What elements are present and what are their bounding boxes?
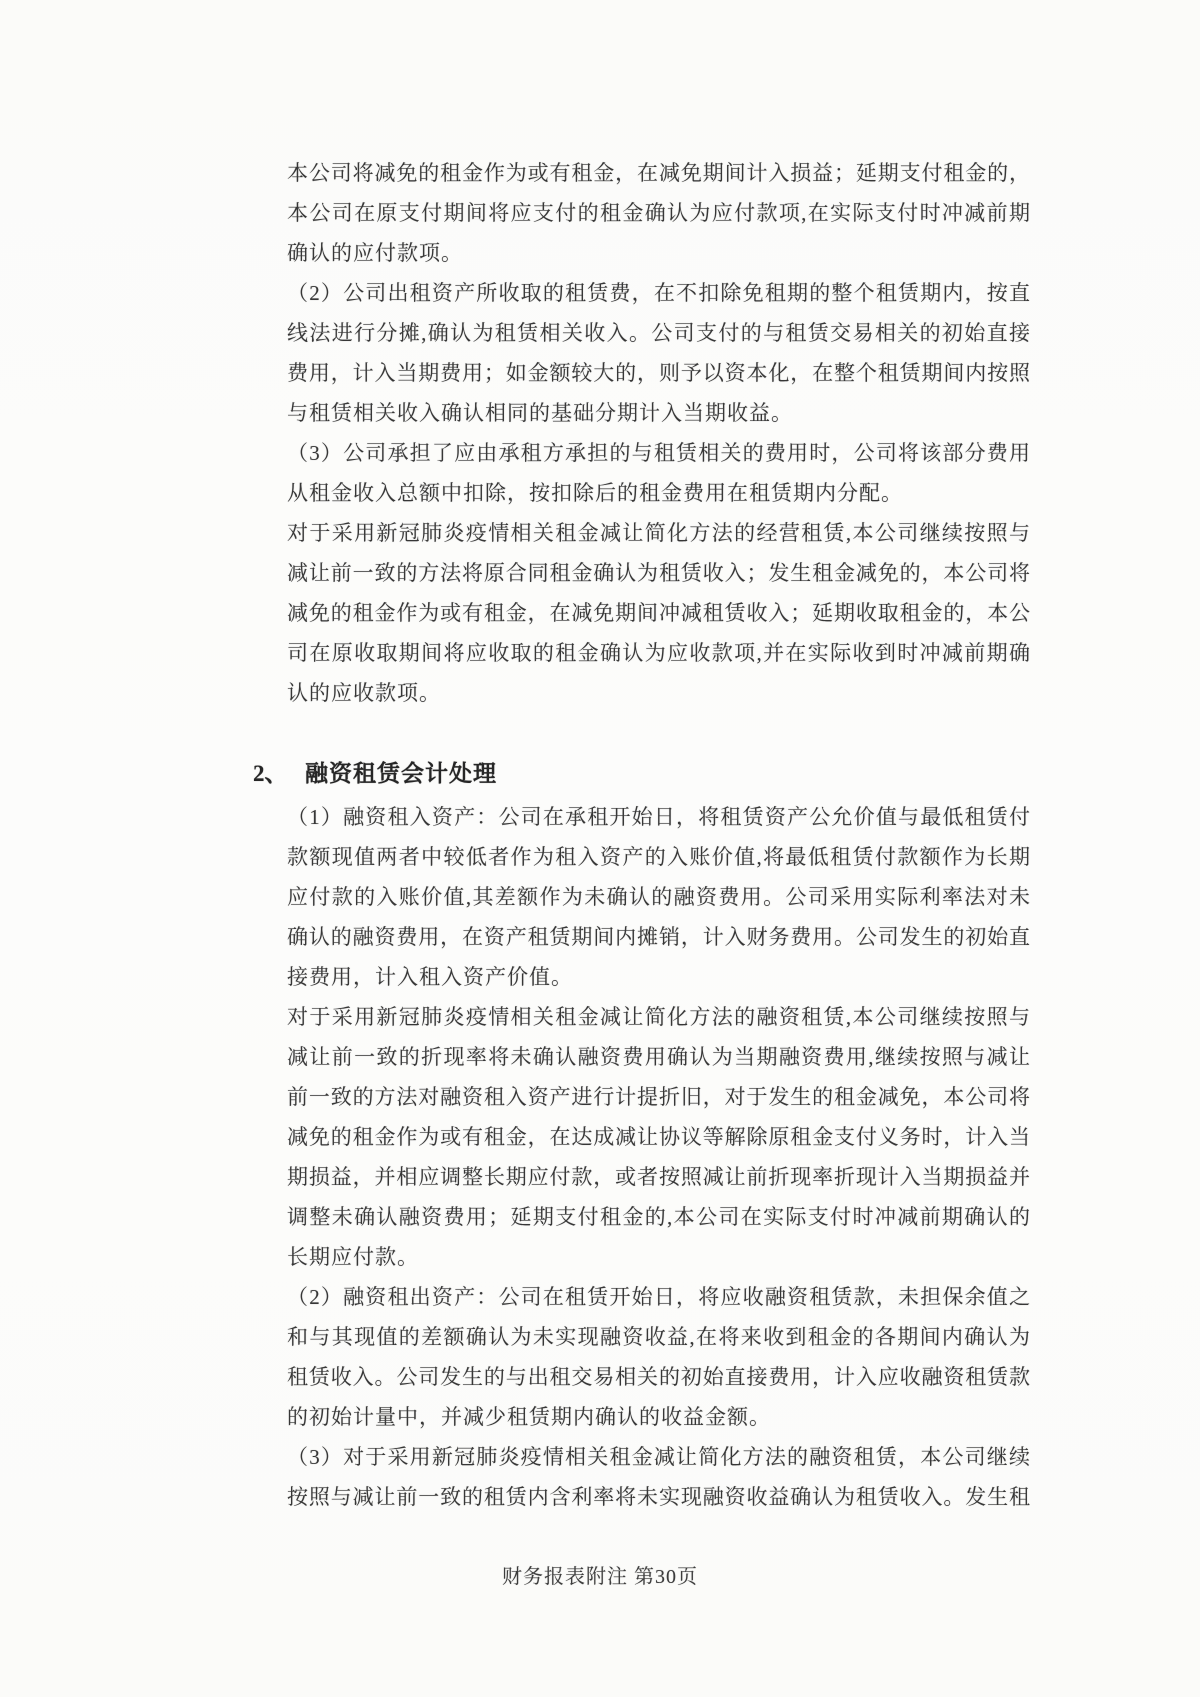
text-line: 减让前一致的方法将原合同租金确认为租赁收入；发生租金减免的，本公司将 — [287, 561, 1030, 585]
section-heading — [253, 754, 1030, 794]
text-line: 应付款的入账价值,其差额作为未确认的融资费用。公司采用实际利率法对未 — [287, 885, 1030, 909]
text-line: （2）融资租出资产：公司在租赁开始日，将应收融资租赁款，未担保余值之 — [287, 1285, 1030, 1309]
text-line: （2）公司出租资产所收取的租赁费，在不扣除免租期的整个租赁期内，按直 — [287, 281, 1030, 305]
text-line: （1）融资租入资产：公司在承租开始日，将租赁资产公允价值与最低租赁付 — [287, 805, 1030, 829]
text-line: 本公司将减免的租金作为或有租金，在减免期间计入损益；延期支付租金的， — [287, 161, 1030, 185]
text-line: 对于采用新冠肺炎疫情相关租金减让简化方法的经营租赁,本公司继续按照与 — [287, 521, 1030, 545]
text-line: 确认的应付款项。 — [287, 241, 463, 265]
text-line: 和与其现值的差额确认为未实现融资收益,在将来收到租金的各期间内确认为 — [287, 1325, 1030, 1349]
text-line: 接费用，计入租入资产价值。 — [287, 965, 573, 989]
text-line: 按照与减让前一致的租赁内含利率将未实现融资收益确认为租赁收入。发生租 — [287, 1485, 1030, 1509]
section-number: 2、 — [253, 761, 288, 786]
text-line: 对于采用新冠肺炎疫情相关租金减让简化方法的融资租赁,本公司继续按照与 — [287, 1005, 1030, 1029]
operating-lease-paragraph — [287, 153, 1030, 713]
text-line: （3）对于采用新冠肺炎疫情相关租金减让简化方法的融资租赁，本公司继续 — [287, 1445, 1030, 1469]
text-line: 本公司在原支付期间将应支付的租金确认为应付款项,在实际支付时冲减前期 — [287, 201, 1030, 225]
text-line: 费用，计入当期费用；如金额较大的，则予以资本化，在整个租赁期间内按照 — [287, 361, 1030, 385]
text-line: 调整未确认融资费用；延期支付租金的,本公司在实际支付时冲减前期确认的 — [287, 1205, 1030, 1229]
text-line: 与租赁相关收入确认相同的基础分期计入当期收益。 — [287, 401, 793, 425]
text-line: 线法进行分摊,确认为租赁相关收入。公司支付的与租赁交易相关的初始直接 — [287, 321, 1030, 345]
text-line: 从租金收入总额中扣除，按扣除后的租金费用在租赁期内分配。 — [287, 481, 903, 505]
text-line: 减免的租金作为或有租金，在达成减让协议等解除原租金支付义务时，计入当 — [287, 1125, 1030, 1149]
text-line: 司在原收取期间将应收取的租金确认为应收款项,并在实际收到时冲减前期确 — [287, 641, 1030, 665]
text-line: 认的应收款项。 — [287, 681, 441, 705]
section-title: 融资租赁会计处理 — [305, 761, 497, 786]
text-line: 确认的融资费用，在资产租赁期间内摊销，计入财务费用。公司发生的初始直 — [287, 925, 1030, 949]
text-line: 租赁收入。公司发生的与出租交易相关的初始直接费用，计入应收融资租赁款 — [287, 1365, 1030, 1389]
text-line: 减免的租金作为或有租金，在减免期间冲减租赁收入；延期收取租金的，本公 — [287, 601, 1030, 625]
text-line: 减让前一致的折现率将未确认融资费用确认为当期融资费用,继续按照与减让 — [287, 1045, 1030, 1069]
text-line: （3）公司承担了应由承租方承担的与租赁相关的费用时，公司将该部分费用 — [287, 441, 1030, 465]
page-footer: 财务报表附注 第30页 — [502, 1566, 698, 1588]
text-line: 期损益，并相应调整长期应付款，或者按照减让前折现率折现计入当期损益并 — [287, 1165, 1030, 1189]
text-line: 前一致的方法对融资租入资产进行计提折旧，对于发生的租金减免，本公司将 — [287, 1085, 1030, 1109]
finance-lease-paragraph — [287, 797, 1030, 1517]
text-line: 的初始计量中，并减少租赁期内确认的收益金额。 — [287, 1405, 771, 1429]
text-line: 款额现值两者中较低者作为租入资产的入账价值,将最低租赁付款额作为长期 — [287, 845, 1030, 869]
text-line: 长期应付款。 — [287, 1245, 419, 1269]
